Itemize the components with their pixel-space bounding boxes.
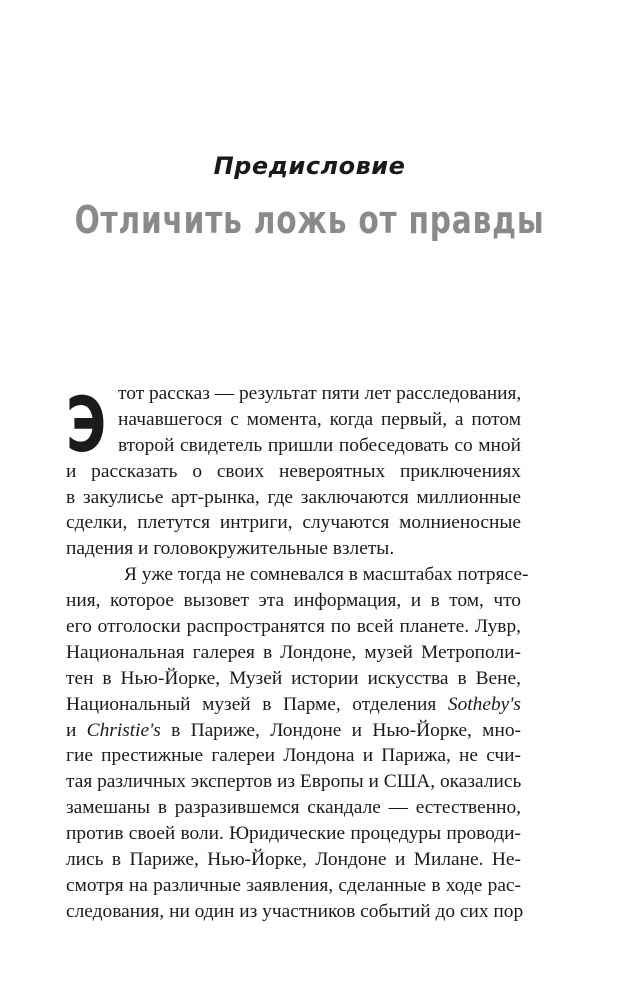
text-segment: и [66, 719, 77, 741]
text-line: тая различных экспертов из Европы и США, оказались [66, 771, 522, 793]
text-line: падения и головокружительные взлеты. [66, 538, 395, 560]
text-line: начавшегося с момента, когда первый, а потом [118, 408, 521, 430]
text-line: и рассказать о своих невероятных приключениях [66, 460, 521, 482]
text-line: в закулисье арт-рынка, где заключаются миллионные [66, 486, 521, 508]
text-line: против своей воли. Юридические процедуры проводи- [66, 823, 521, 845]
drop-cap: Э [66, 380, 107, 469]
chapter-label: Предисловие [213, 152, 406, 180]
text-line: тен в Нью-Йорке, Музей истории искусства в Вене, [66, 667, 521, 689]
text-line: смотря на различные заявления, сделанные в ходе рас- [66, 874, 521, 896]
text-line: второй свидетель пришли побеседовать со мной [118, 434, 521, 456]
text-line: Национальная галерея в Лондоне, музей Метрополи- [66, 641, 521, 663]
text-line: тот рассказ — результат пяти лет расследования, [118, 383, 522, 404]
italic-name-christies: Christie's [86, 719, 161, 741]
text-line: лись в Париже, Нью-Йорке, Лондоне и Милане. Не- [66, 849, 521, 871]
text-segment: в Париже, Лондоне и Нью-Йорке, мно- [171, 719, 521, 741]
text-line: следования, ни один из участников событий до сих пор [66, 900, 524, 922]
text-line: ния, которое вызовет эта информация, и в том, что [66, 590, 521, 612]
text-segment: Национальный музей в Парме, отделения [66, 693, 437, 715]
text-line: Я уже тогда не сомневался в масштабах потрясе- [124, 564, 529, 586]
text-line: сделки, плетутся интриги, случаются молниеносные [66, 512, 521, 534]
chapter-title: Отличить ложь от правды [74, 198, 545, 242]
text-line [66, 718, 521, 744]
text-line: гие престижные галереи Лондона и Парижа, не счи- [66, 745, 521, 767]
text-line [66, 692, 521, 718]
text-line: его отголоски распространятся по всей планете. Лувр, [66, 616, 521, 638]
italic-name-sothebys: Sotheby's [447, 693, 521, 715]
text-line: замешаны в разразившемся скандале — естественно, [66, 797, 521, 819]
body-text [66, 380, 529, 925]
